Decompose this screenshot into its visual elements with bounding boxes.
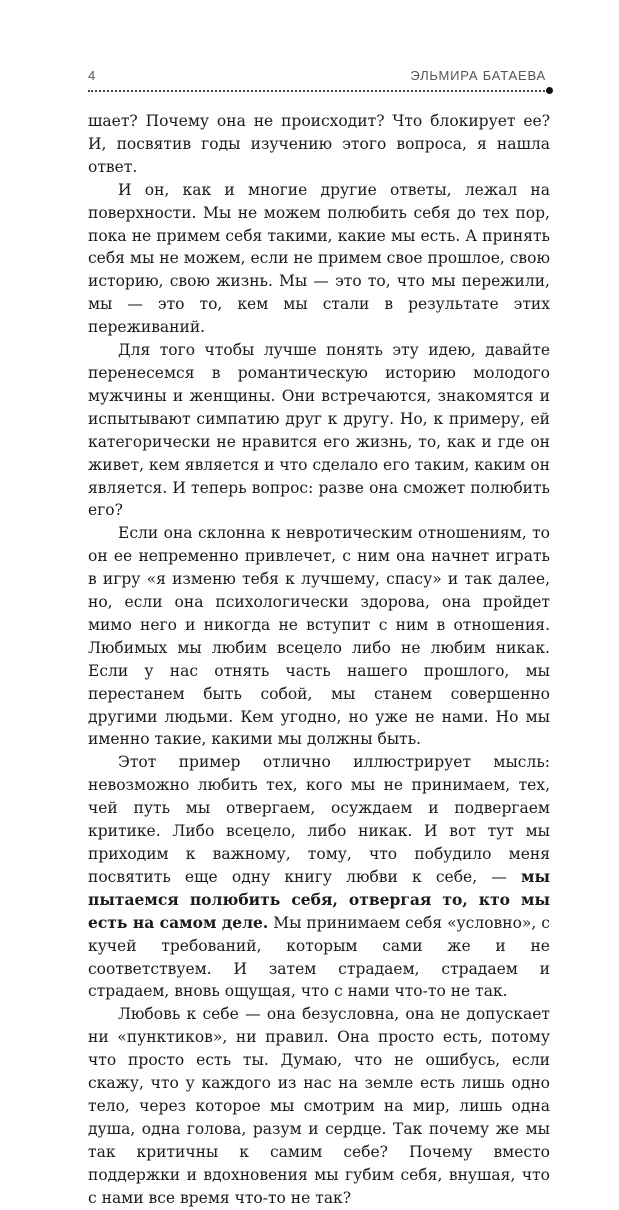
running-header bbox=[88, 68, 550, 90]
body-text bbox=[88, 110, 550, 1210]
page-number: 4 bbox=[88, 68, 96, 83]
header-rule-end-dot bbox=[546, 87, 553, 94]
paragraph-5-bold-emphasis: мы пытаемся полюбить себя, отвергая то, кто мы есть на самом деле. bbox=[88, 866, 550, 932]
paragraph-6: Любовь к себе — она безусловна, она не допускает ни «пунктиков», ни правил. Она просто есть, потому что просто есть ты. Думаю, что не ошибусь, если скажу, что у каждого из нас на земле есть лишь одно тело, через которое мы смотрим на мир, лишь одна душа, одна голова, разум и сердце. Так почему же мы так критичны к самим себе? Почему вместо поддержки и вдохновения мы губим себя, внушая, что с нами все время что-то не так? bbox=[88, 1005, 550, 1207]
paragraph-4: Если она склонна к невротическим отношениям, то он ее непременно привлечет, с ним она начнет играть в игру «я изменю тебя к лучшему, спасу» и так далее, но, если она психологически здорова, она пройдет мимо него и никогда не вступит с ним в отношения. Любимых мы любим всецело либо не любим никак. Если у нас отнять часть нашего прошлого, мы перестанем быть собой, мы станем совершенно другими людьми. Кем угодно, но уже не нами. Но мы именно такие, какими мы должны быть. bbox=[88, 524, 550, 749]
paragraph-5-text-after: Мы принимаем себя «условно», с кучей требований, которым сами же и не соответствуем. И затем страдаем, страдаем и страдаем, вновь ощущая, что с нами что-то не так. bbox=[88, 913, 550, 1001]
paragraph-3: Для того чтобы лучше понять эту идею, давайте перенесемся в романтическую историю молодого мужчины и женщины. Они встречаются, знакомятся и испытывают симпатию друг к другу. Но, к примеру, ей категорически не нравится его жизнь, то, как и где он живет, кем является и что сделало его таким, каким он является. И теперь вопрос: разве она сможет полюбить его? bbox=[88, 341, 550, 520]
author-name: ЭЛЬМИРА БАТАЕВА bbox=[410, 68, 546, 83]
header-dotted-rule bbox=[88, 90, 548, 92]
paragraph-1: шает? Почему она не происходит? Что блокирует ее? И, посвятив годы изучению этого вопроса, я нашла ответ. bbox=[88, 112, 550, 176]
paragraph-5 bbox=[88, 751, 550, 1003]
paragraph-5-text-before: Этот пример отлично иллюстрирует мысль: невозможно любить тех, кого мы не принимаем, тех, чей путь мы отвергаем, осуждаем и подвергаем критике. Либо всецело, либо никак. И вот тут мы приходим к важному, тому, что побудило меня посвятить еще одну книгу любви к себе, — bbox=[88, 753, 550, 886]
paragraph-2: И он, как и многие другие ответы, лежал на поверхности. Мы не можем полюбить себя до тех пор, пока не примем себя такими, какие мы есть. А принять себя мы не можем, если не примем свое прошлое, свою историю, свою жизнь. Мы — это то, что мы пережили, мы — это то, кем мы стали в результате этих переживаний. bbox=[88, 180, 550, 337]
